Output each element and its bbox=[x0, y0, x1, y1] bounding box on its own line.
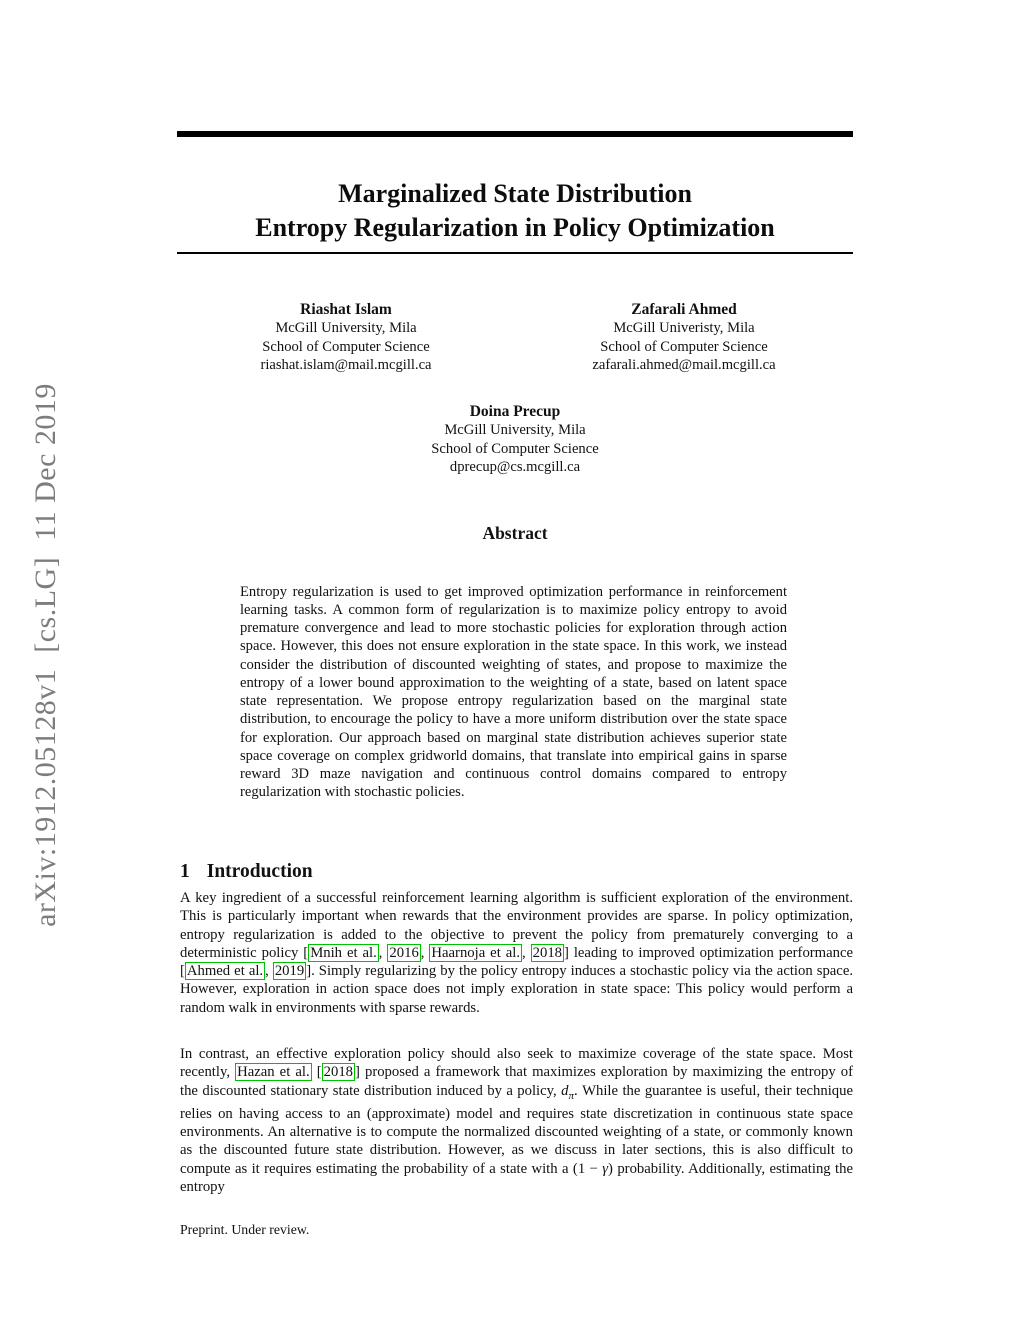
author-email: riashat.islam@mail.mcgill.ca bbox=[260, 357, 432, 373]
citation-link-2019[interactable]: 2019 bbox=[274, 963, 305, 980]
math-one-minus-gamma: (1 − bbox=[572, 1160, 603, 1177]
intro-paragraph-1 bbox=[180, 889, 853, 1017]
paragraph-text: , bbox=[265, 963, 273, 980]
abstract-text: Entropy regularization is used to get improved optimization performance in reinforcement learning tasks. A common form of regularization is to maximize policy entropy to avoid premature convergence and lead to more stochastic policies for exploration through action space. However, this does not ensure exploration in the state space. In this work, we instead consider the distribution of discounted weighting of states, and propose to maximize the entropy of a lower bound approximation to the weighting of a state, based on latent space state representation. We propose entropy regularization based on the marginal state distribution, to encourage the policy to have a more uniform distribution over the state space for exploration. Our approach based on marginal state distribution achieves superior state space coverage on complex gridworld domains, that translate into empirical gains in sparse reward 3D maze navigation and continuous control domains compared to entropy regularization with stochastic policies. bbox=[240, 583, 787, 801]
paragraph-text: [ bbox=[311, 1064, 322, 1081]
author-department: School of Computer Science bbox=[262, 338, 430, 355]
abstract-heading: Abstract bbox=[482, 523, 548, 543]
paragraph-text: probability. Additionally, estimating the entropy bbox=[180, 1160, 853, 1196]
arxiv-watermark: arXiv:1912.05128v1 [cs.LG] 11 Dec 2019 bbox=[29, 383, 62, 927]
preprint-footnote: Preprint. Under review. bbox=[180, 1222, 310, 1237]
citation-link-mnih[interactable]: Mnih et al. bbox=[310, 944, 377, 961]
paragraph-text: , bbox=[522, 944, 531, 961]
math-close-paren: ) bbox=[608, 1160, 613, 1177]
author-department: School of Computer Science bbox=[431, 440, 599, 457]
math-gamma: γ bbox=[602, 1160, 609, 1177]
paragraph-text: ]. Simply regularizing by the policy entropy induces a stochastic policy via the action space. However, exploration in action space does not imply exploration in state space: This policy would perform a random walk in environments with sparse rewards. bbox=[180, 963, 854, 1016]
paragraph-text: In contrast, an effective exploration policy should also seek to maximize coverage of the state space. Most recently, bbox=[180, 1046, 853, 1081]
author-block-zafarali-ahmed bbox=[515, 300, 853, 375]
paragraph-text: ] leading to improved optimization performance [ bbox=[180, 944, 854, 980]
math-d-pi: d bbox=[561, 1082, 569, 1099]
paragraph-text: A key ingredient of a successful reinforcement learning algorithm is sufficient exploration of the environment. This is particularly important when rewards that the environment provides are sparse. In policy optimization, entropy regularization is added to the objective to prevent the policy from prematurely converging to a deterministic policy [ bbox=[180, 890, 853, 961]
paragraph-text: , bbox=[420, 944, 430, 961]
citation-link-hazan-2018[interactable]: 2018 bbox=[323, 1064, 353, 1081]
paper-title-line-1: Marginalized State Distribution bbox=[338, 179, 692, 209]
paper-title-line-2: Entropy Regularization in Policy Optimization bbox=[255, 213, 775, 243]
author-name: Zafarali Ahmed bbox=[631, 301, 737, 318]
section-heading-introduction bbox=[180, 861, 853, 883]
title-rule-bottom bbox=[177, 252, 853, 254]
section-title: Introduction bbox=[206, 861, 313, 883]
paragraph-text: , bbox=[378, 944, 388, 961]
intro-paragraph-2 bbox=[180, 1045, 853, 1196]
author-affiliation: McGill University, Mila bbox=[275, 320, 417, 336]
paper-title bbox=[177, 177, 853, 245]
citation-link-hazan[interactable]: Hazan et al. bbox=[237, 1064, 310, 1081]
author-email: zafarali.ahmed@mail.mcgill.ca bbox=[592, 357, 776, 373]
citation-link-2016[interactable]: 2016 bbox=[389, 944, 419, 961]
author-affiliation: McGill University, Mila bbox=[444, 422, 586, 438]
author-department: School of Computer Science bbox=[600, 338, 768, 355]
authors-row bbox=[177, 300, 853, 375]
math-pi-subscript: π bbox=[568, 1089, 575, 1102]
title-rule-top bbox=[177, 131, 853, 137]
paragraph-text: ] proposed a framework that maximizes exploration by maximizing the entropy of the discounted stationary state distribution induced by a policy, bbox=[180, 1064, 853, 1099]
citation-link-2018[interactable]: 2018 bbox=[532, 944, 562, 961]
paragraph-text: . While the guarantee is useful, their technique relies on having access to an (approximate) model and requires state discretization in continuous state space environments. An alternative is to compute the normalized discounted weighting of a state, or commonly known as the discounted future state distribution. However, as we discuss in later sections, this is also difficult to compute as it requires estimating the probability of a state with a bbox=[180, 1082, 853, 1177]
author-name: Riashat Islam bbox=[300, 301, 392, 318]
author-block-riashat-islam bbox=[177, 300, 515, 375]
citation-link-ahmed[interactable]: Ahmed et al. bbox=[186, 963, 264, 980]
author-email: dprecup@cs.mcgill.ca bbox=[449, 459, 581, 475]
citation-link-haarnoja[interactable]: Haarnoja et al. bbox=[431, 944, 520, 961]
author-name: Doina Precup bbox=[469, 403, 561, 420]
author-affiliation: McGill Univeristy, Mila bbox=[613, 320, 755, 336]
author-block-doina-precup bbox=[177, 402, 853, 477]
section-number: 1 bbox=[180, 861, 190, 883]
